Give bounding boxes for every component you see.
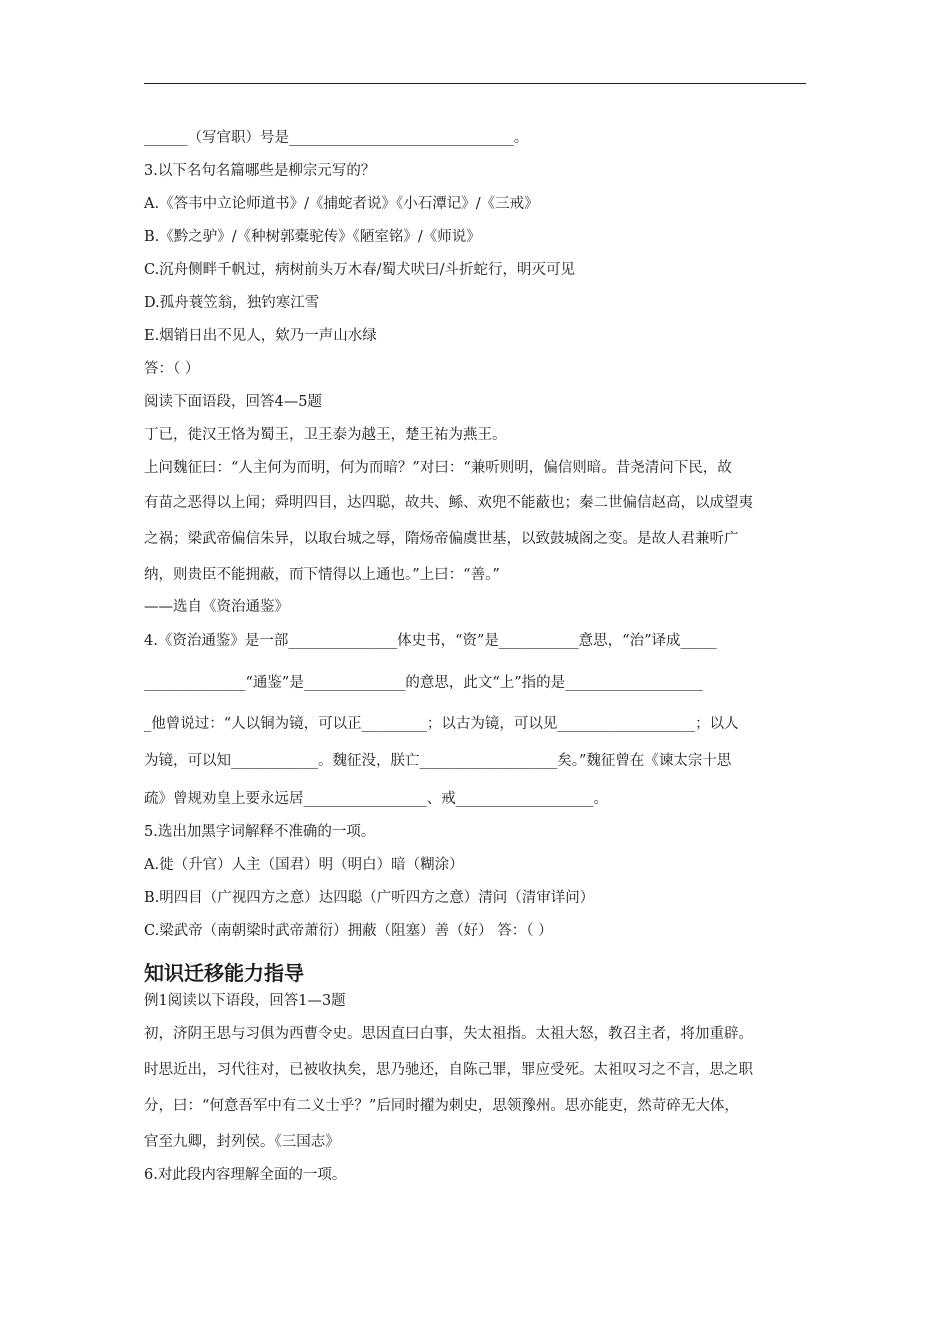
passage-line: 纳，则贵臣不能拥蔽，而下情得以上通也。”上曰：“善。” [144, 567, 500, 583]
question-4-line: 疏》曾规劝皇上要永远居_________________、戒___________________。 [144, 791, 608, 807]
passage-line: 时思近出，习代往对，已被收执矣，思乃驰还，自陈己罪，罪应受死。太祖叹习之不言，思之职 [144, 1062, 753, 1078]
option-e: E.烟销日出不见人，欸乃一声山水绿 [144, 328, 377, 344]
question-5: 5.选出加黑字词解释不准确的一项。 [144, 824, 376, 840]
question-6: 6.对此段内容理解全面的一项。 [144, 1167, 347, 1183]
passage-line: 上问魏征曰：“人主何为而明，何为而暗？”对曰：“兼听则明，偏信则暗。昔尧清问下民，故 [144, 460, 732, 476]
header-rule [144, 83, 806, 84]
option-a: A.徙（升官）人主（国君）明（明白）暗（糊涂） [144, 857, 464, 873]
question-4-line: 为镜，可以知____________。魏征没，朕亡___________________矣。”魏征曾在《谏太宗十思 [144, 753, 732, 769]
option-c: C.沉舟侧畔千帆过，病树前头万木春/蜀犬吠曰/斗折蛇行，明灭可见 [144, 262, 575, 278]
option-d: D.孤舟蓑笠翁，独钓寒江雪 [144, 295, 320, 311]
passage-line: 之祸；梁武帝偏信朱异，以取台城之辱，隋炀帝偏虞世基，以致鼓城阁之变。是故人君兼听广 [144, 531, 739, 547]
passage-line: 有苗之恶得以上闻；舜明四目，达四聪，故共、鲧、欢兜不能蔽也；秦二世偏信赵高，以成望夷 [144, 495, 753, 511]
passage-line: 官至九卿，封列侯。《三国志》 [144, 1134, 340, 1150]
option-b: B.明四目（广视四方之意）达四聪（广听四方之意）清问（清审详问） [144, 890, 595, 906]
option-a: A.《答韦中立论师道书》/《捕蛇者说》《小石潭记》/《三戒》 [144, 196, 539, 212]
passage-line: 丁已，徙汉王恪为蜀王，卫王泰为越王，楚王祐为燕王。 [144, 427, 507, 443]
reading-instruction: 阅读下面语段，回答4—5题 [144, 394, 322, 410]
passage-line: 分，曰：“何意吾军中有二义士乎？”后同时擢为刺史，思领豫州。思亦能吏，然苛碎无大体， [144, 1098, 739, 1114]
section-heading: 知识迁移能力指导 [144, 961, 304, 985]
passage-line: 初，济阴王思与习俱为西曹令史。思因直曰白事，失太祖指。太祖大怒，教召主者，将加重辟。 [144, 1026, 753, 1042]
option-b: B.《黔之驴》/《种树郭橐驼传》《陋室铭》/《师说》 [144, 229, 481, 245]
question-4: 4.《资治通鉴》是一部_______________体史书，“资”是___________意思，“治”译成_____ [144, 633, 717, 649]
question-4-line: ______________“通鉴”是______________的意思，此文“上”指的是___________________ [144, 675, 703, 691]
question-4-line: _他曾说过：“人以铜为镜，可以正_________；以古为镜，可以见___________________；以人 [144, 716, 739, 732]
text-line: ______（写官职）号是_______________________________。 [144, 130, 529, 146]
option-c: C.梁武帝（南朝梁时武帝萧衍）拥蔽（阻塞）善（好） 答：（ ） [144, 923, 553, 939]
question-3: 3.以下名句名篇哪些是柳宗元写的？ [144, 163, 376, 179]
example-instruction: 例1阅读以下语段，回答1—3题 [144, 993, 346, 1009]
answer-line: 答：（ ） [144, 361, 200, 377]
source-citation: ——选自《资治通鉴》 [144, 599, 289, 615]
